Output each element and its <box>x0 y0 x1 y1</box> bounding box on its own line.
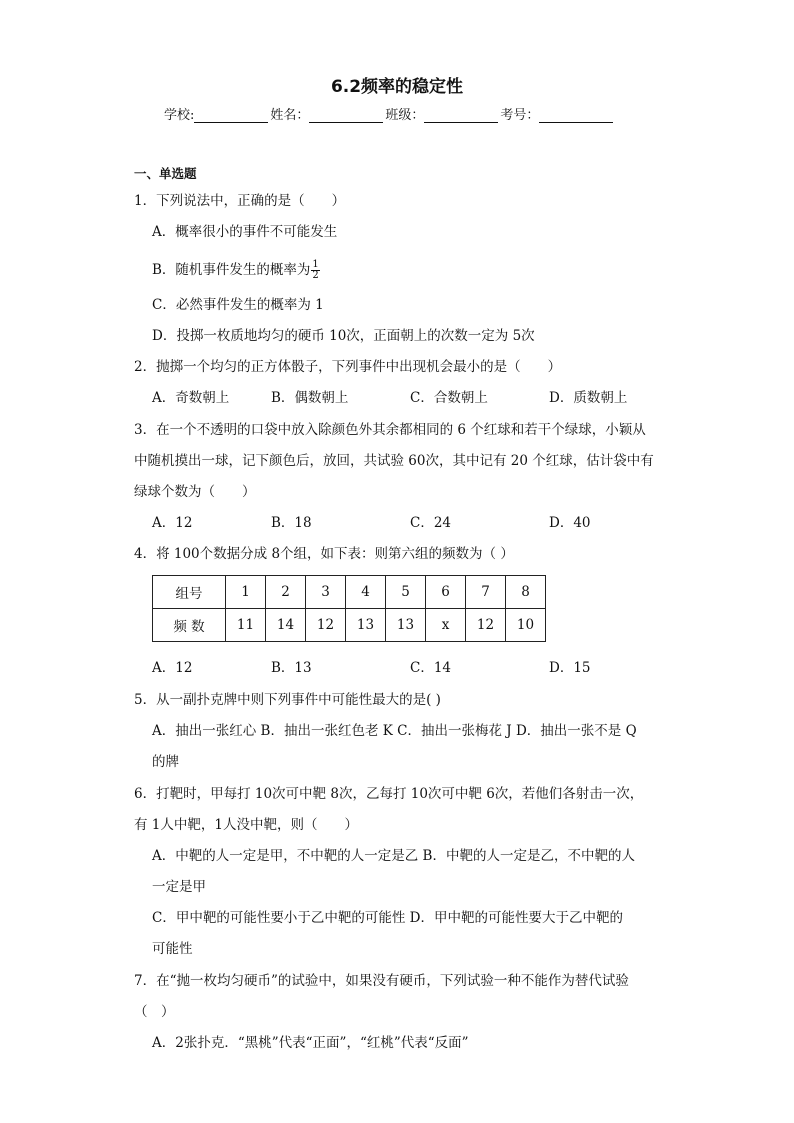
table-row <box>153 609 546 642</box>
q3-line-3: 绿球个数为（ ） <box>134 484 256 500</box>
exam-number-label: 考号： <box>500 108 540 123</box>
q6-options-cd-cont: 可能性 <box>152 941 193 957</box>
table-cell: 12 <box>466 609 506 642</box>
table-cell: 11 <box>226 609 266 642</box>
q4-option-b: B．13 <box>271 660 312 676</box>
q5-options-line-cont: 的牌 <box>152 754 179 770</box>
q1-option-c: C．必然事件发生的概率为 1 <box>152 297 324 313</box>
table-cell: 12 <box>306 609 346 642</box>
exam-number-blank <box>539 108 613 123</box>
q2-option-d: D．质数朝上 <box>549 390 628 406</box>
q3-option-b: B．18 <box>271 515 312 531</box>
q4-stem: 4．将 100个数据分成 8个组，如下表：则第六组的频数为（ ） <box>134 546 514 562</box>
q4-option-d: D．15 <box>549 660 591 676</box>
q3-option-d: D．40 <box>549 515 591 531</box>
page-title: 6.2频率的稳定性 <box>330 77 464 97</box>
frequency-table <box>152 575 546 642</box>
table-cell: 频 数 <box>153 609 226 642</box>
q1-stem: 1．下列说法中，正确的是（ ） <box>134 193 346 209</box>
class-blank <box>424 108 498 123</box>
q7-line-1: 7．在“抛一枚均匀硬币”的试验中，如果没有硬币，下列试验一种不能作为替代试验 <box>134 973 629 989</box>
table-cell: 4 <box>346 576 386 609</box>
name-label: 姓名： <box>270 108 310 123</box>
fraction-one-half <box>311 260 319 281</box>
q5-stem: 5．从一副扑克牌中则下列事件中可能性最大的是( ) <box>134 692 441 708</box>
q6-options-ab: A．中靶的人一定是甲，不中靶的人一定是乙 B．中靶的人一定是乙，不中靶的人 <box>152 848 635 864</box>
q4-option-a: A．12 <box>152 660 193 676</box>
fraction-numerator: 1 <box>312 259 319 270</box>
q2-option-b: B．偶数朝上 <box>271 390 349 406</box>
q6-line-1: 6．打靶时，甲每打 10次可中靶 8次，乙每打 10次可中靶 6次，若他们各射击一次， <box>134 786 644 802</box>
name-blank <box>309 108 383 123</box>
q3-line-1: 3．在一个不透明的口袋中放入除颜色外其余都相同的 6 个红球和若干个绿球，小颖从 <box>134 422 646 438</box>
q2-option-c: C．合数朝上 <box>410 390 488 406</box>
q6-line-2: 有 1人中靶，1人没中靶，则（ ） <box>134 817 358 833</box>
q6-options-ab-cont: 一定是甲 <box>152 879 206 895</box>
table-cell: 13 <box>346 609 386 642</box>
table-row <box>153 576 546 609</box>
table-cell: 8 <box>506 576 546 609</box>
section-heading: 一、单选题 <box>134 166 197 181</box>
q1-option-a: A．概率很小的事件不可能发生 <box>152 224 338 240</box>
q6-options-cd: C．甲中靶的可能性要小于乙中靶的可能性 D．甲中靶的可能性要大于乙中靶的 <box>152 910 623 926</box>
q3-option-c: C．24 <box>410 515 452 531</box>
school-blank <box>194 108 268 123</box>
table-cell: 14 <box>266 609 306 642</box>
table-cell: 组号 <box>153 576 226 609</box>
table-cell: 2 <box>266 576 306 609</box>
q5-options-line: A．抽出一张红心 B．抽出一张红色老 K C．抽出一张梅花 J D．抽出一张不是 Q <box>152 723 637 739</box>
q1-option-b <box>152 260 320 281</box>
q3-option-a: A．12 <box>152 515 193 531</box>
q1-option-b-text: B．随机事件发生的概率为 <box>152 262 311 278</box>
table-cell: 10 <box>506 609 546 642</box>
q4-option-c: C．14 <box>410 660 452 676</box>
table-cell: 5 <box>386 576 426 609</box>
q7-option-a: A．2张扑克．“黑桃”代表“正面”，“红桃”代表“反面” <box>152 1035 469 1051</box>
student-info-row <box>164 104 615 123</box>
class-label: 班级： <box>385 108 425 123</box>
table-cell: 3 <box>306 576 346 609</box>
fraction-denominator: 2 <box>312 270 319 281</box>
table-cell: x <box>426 609 466 642</box>
school-label: 学校: <box>164 108 195 123</box>
q2-option-a: A．奇数朝上 <box>152 390 230 406</box>
table-cell: 7 <box>466 576 506 609</box>
q7-line-2: （ ） <box>134 1004 175 1020</box>
q3-line-2: 中随机摸出一球，记下颜色后，放回，共试验 60次，其中记有 20 个红球，估计袋中有 <box>134 453 654 469</box>
table-cell: 13 <box>386 609 426 642</box>
q2-stem: 2．抛掷一个均匀的正方体骰子，下列事件中出现机会最小的是（ ） <box>134 359 562 375</box>
table-cell: 1 <box>226 576 266 609</box>
table-cell: 6 <box>426 576 466 609</box>
q1-option-d: D．投掷一枚质地均匀的硬币 10次，正面朝上的次数一定为 5次 <box>152 328 535 344</box>
